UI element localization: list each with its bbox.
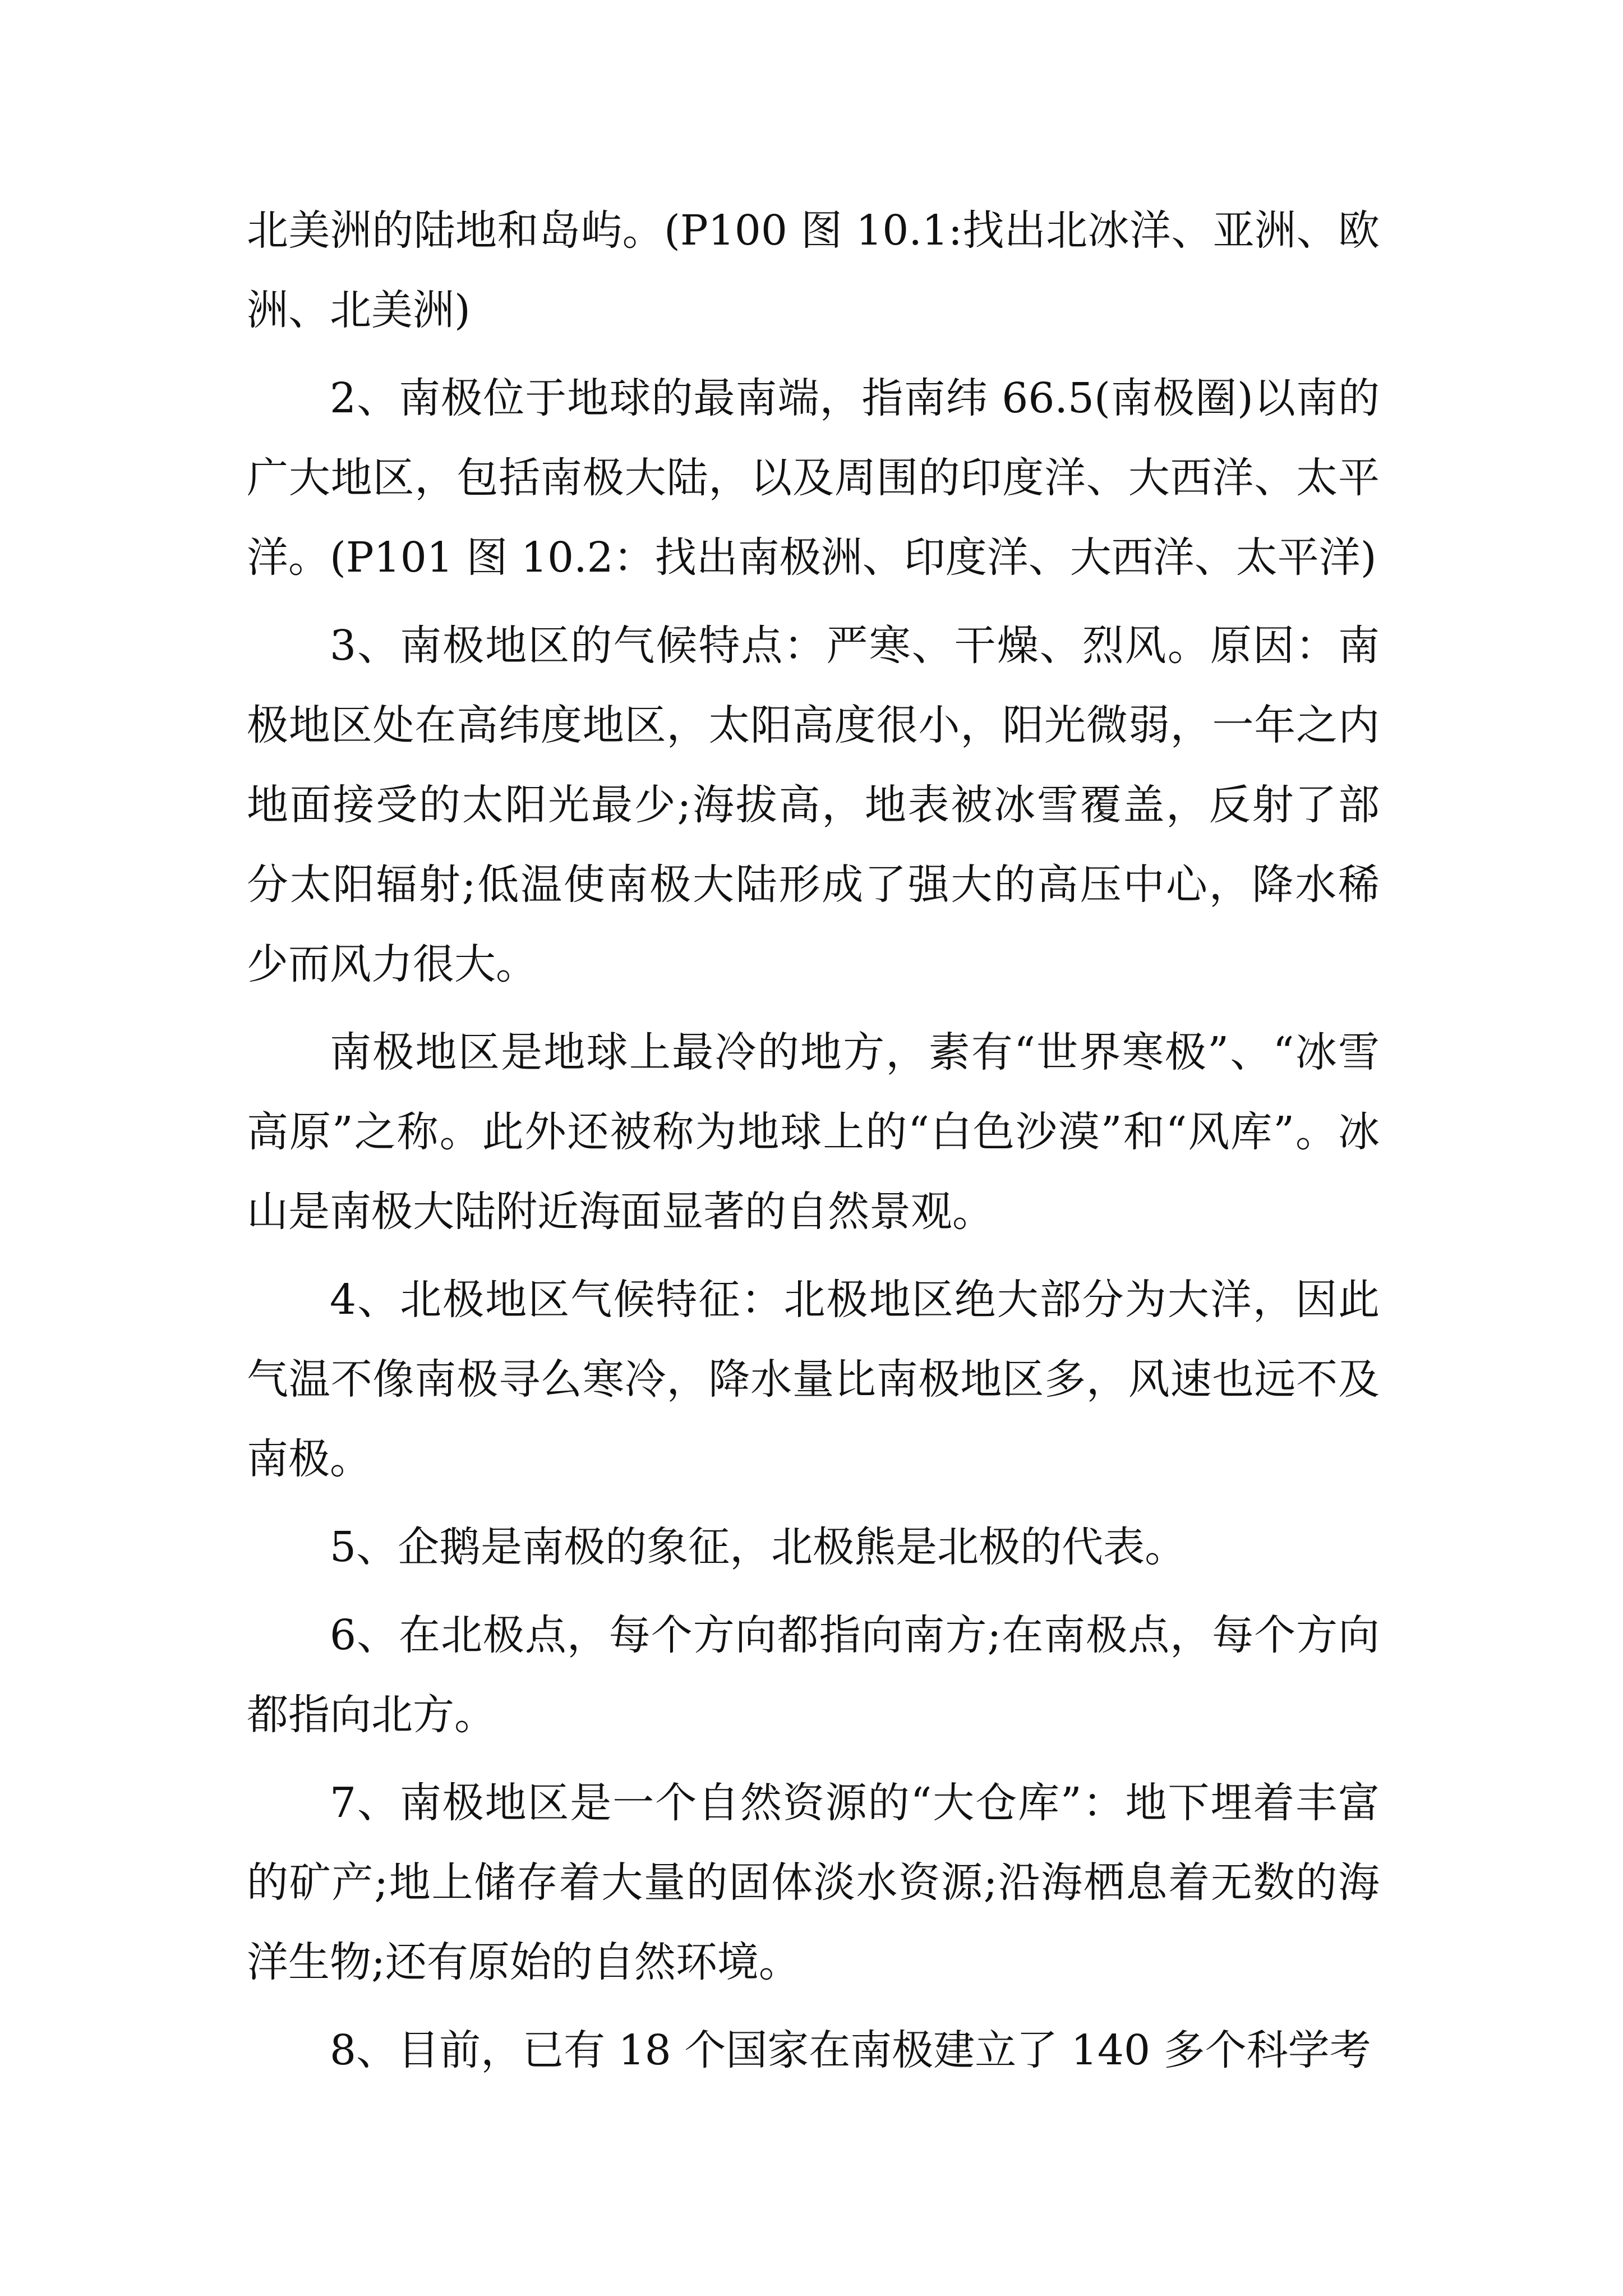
paragraph-3-antarctic-climate: 3、南极地区的气候特点：严寒、干燥、烈风。原因：南极地区处在高纬度地区，太阳高度很小，阳光微弱，一年之内地面接受的太阳光最少;海拔高，地表被冰雪覆盖，反射了部分太阳辐射;低温使南极大陆形成了强大的高压中心，降水稀少而风力很大。	[247, 622, 1380, 988]
paragraph-8-research-stations: 8、目前，已有 18 个国家在南极建立了 140 多个科学考	[330, 2026, 1371, 2074]
paragraph-antarctic-coldest-place: 南极地区是地球上最冷的地方，素有“世界寒极”、“冰雪高原”之称。此外还被称为地球上的“白色沙漠”和“风库”。冰山是南极大陆附近海面显著的自然景观。	[247, 1028, 1380, 1236]
paragraph-6-pole-directions: 6、在北极点，每个方向都指向南方;在南极点，每个方向都指向北方。	[247, 1611, 1380, 1739]
paragraph-4-arctic-climate: 4、北极地区气候特征：北极地区绝大部分为大洋，因此气温不像南极寻么寒冷，降水量比南极地区多，风速也远不及南极。	[247, 1276, 1380, 1483]
paragraph-2-antarctic-location: 2、南极位于地球的最南端，指南纬 66.5(南极圈)以南的广大地区，包括南极大陆，以及周围的印度洋、大西洋、太平洋。(P101 图 10.2：找出南极洲、印度洋、大西洋、太平洋)	[247, 374, 1380, 582]
document-body	[247, 191, 1380, 2090]
paragraph-7-antarctic-resources: 7、南极地区是一个自然资源的“大仓库”：地下埋着丰富的矿产;地上储存着大量的固体淡水资源;沿海栖息着无数的海洋生物;还有原始的自然环境。	[247, 1779, 1380, 1986]
paragraph-north-america-continuation: 北美洲的陆地和岛屿。(P100 图 10.1:找出北冰洋、亚洲、欧洲、北美洲)	[247, 206, 1380, 334]
paragraph-5-penguin-polar-bear: 5、企鹅是南极的象征，北极熊是北极的代表。	[330, 1523, 1187, 1571]
